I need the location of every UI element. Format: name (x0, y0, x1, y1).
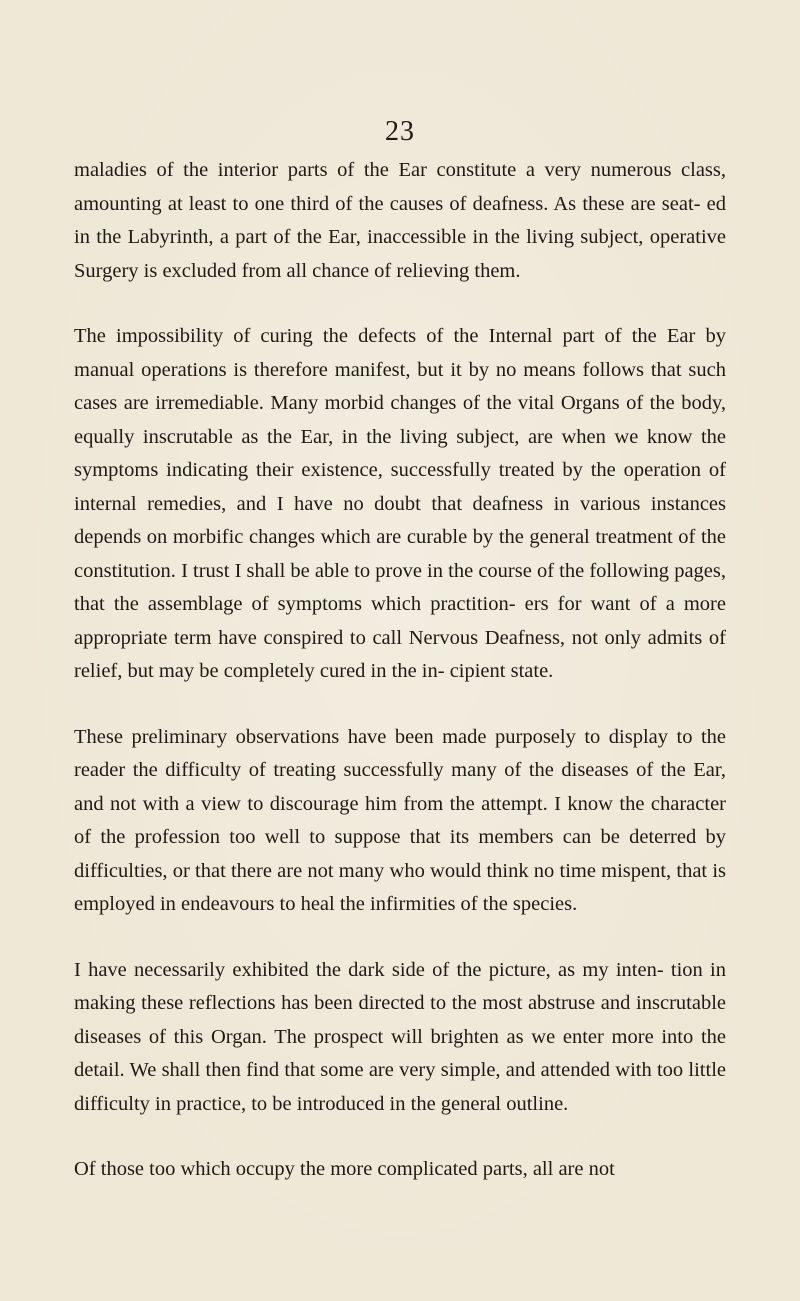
paragraph-4: I have necessarily exhibited the dark side of the picture, as my inten- tion in making these reflections has been directed to the most abstruse and inscrutable diseases of this Organ. The prospect will brighten as we enter more into the detail. We shall then find that some are very simple, and attended with too little difficulty in practice, to be introduced in the general outline. (74, 958, 726, 1115)
paragraph-2: The impossibility of curing the defects of the Internal part of the Ear by manual operations is therefore manifest, but it by no means follows that such cases are irremediable. Many morbid changes of the vital Organs of the body, equally inscrutable as the Ear, in the living subject, are when we know the symptoms indicating their existence, successfully treated by the operation of internal remedies, and I have no doubt that deafness in various instances depends on morbific changes which are curable by the general treatment of the constitution. I trust I shall be able to prove in the course of the following pages, that the assemblage of symptoms which practition- ers for want of a more appropriate term have conspired to call Nervous Deafness, not only admits of relief, but may be completely cured in the in- cipient state. (74, 325, 726, 682)
page-body (74, 154, 726, 1219)
paragraph-1: maladies of the interior parts of the Ear constitute a very numerous class, amounting at least to one third of the causes of deafness. As these are seat- ed in the Labyrinth, a part of the Ear, inaccessible in the living subject, operative Surgery is excluded from all chance of relieving them. (74, 159, 726, 282)
paragraph-3: These preliminary observations have been made purposely to display to the reader the difficulty of treating successfully many of the diseases of the Ear, and not with a view to discourage him from the attempt. I know the character of the profession too well to suppose that its members can be deterred by difficulties, or that there are not many who would think no time mispent, that is employed in endeavours to heal the infirmities of the species. (74, 725, 726, 915)
page-number: 23 (385, 116, 415, 147)
paragraph-5: Of those too which occupy the more complicated parts, all are not (74, 1158, 615, 1180)
